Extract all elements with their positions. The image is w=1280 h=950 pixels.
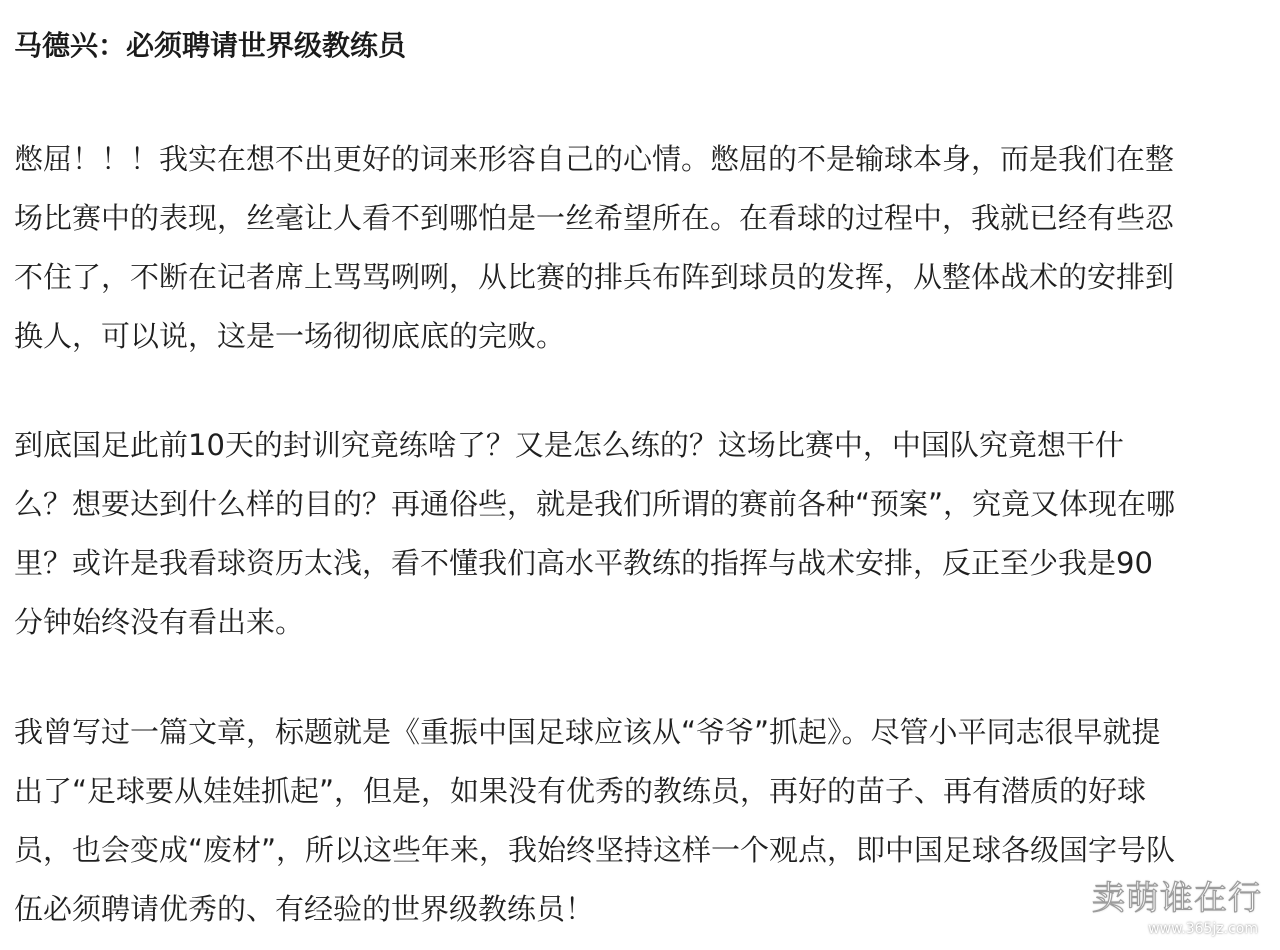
watermark [1062,878,1262,942]
paragraph [14,703,1175,939]
paragraph-line: 不住了，不断在记者席上骂骂咧咧，从比赛的排兵布阵到球员的发挥，从整体战术的安排到 [14,260,1175,294]
watermark-text: 卖萌谁在行 [1092,878,1262,917]
paragraph [14,130,1174,366]
paragraph [14,416,1175,652]
paragraph-line: 出了“足球要从娃娃抓起”，但是，如果没有优秀的教练员，再好的苗子、再有潜质的好球 [14,774,1147,808]
paragraph-line: 里？或许是我看球资历太浅，看不懂我们高水平教练的指挥与战术安排，反正至少我是90 [14,546,1153,580]
paragraph-line: 到底国足此前10天的封训究竟练啥了？又是怎么练的？这场比赛中，中国队究竟想干什 [14,428,1124,462]
paragraph-line: 憋屈！！！我实在想不出更好的词来形容自己的心情。憋屈的不是输球本身，而是我们在整 [14,142,1175,176]
paragraph-line: 分钟始终没有看出来。 [14,605,305,639]
paragraph-line: 场比赛中的表现，丝毫让人看不到哪怕是一丝希望所在。在看球的过程中，我就已经有些忍 [14,201,1175,235]
paragraph-line: 伍必须聘请优秀的、有经验的世界级教练员！ [14,892,595,926]
paragraph-line: 换人，可以说，这是一场彻彻底底的完败。 [14,319,566,353]
paragraph-line: 员，也会变成“废材”，所以这些年来，我始终坚持这样一个观点，即中国足球各级国字号队 [14,833,1176,867]
paragraph-line: 我曾写过一篇文章，标题就是《重振中国足球应该从“爷爷”抓起》。尽管小平同志很早就提 [14,715,1161,749]
watermark-url: www.365jz.com [1148,921,1258,937]
paragraph-line: 么？想要达到什么样的目的？再通俗些，就是我们所谓的赛前各种“预案”，究竟又体现在哪 [14,487,1176,521]
article-headline: 马德兴：必须聘请世界级教练员 [14,29,407,62]
